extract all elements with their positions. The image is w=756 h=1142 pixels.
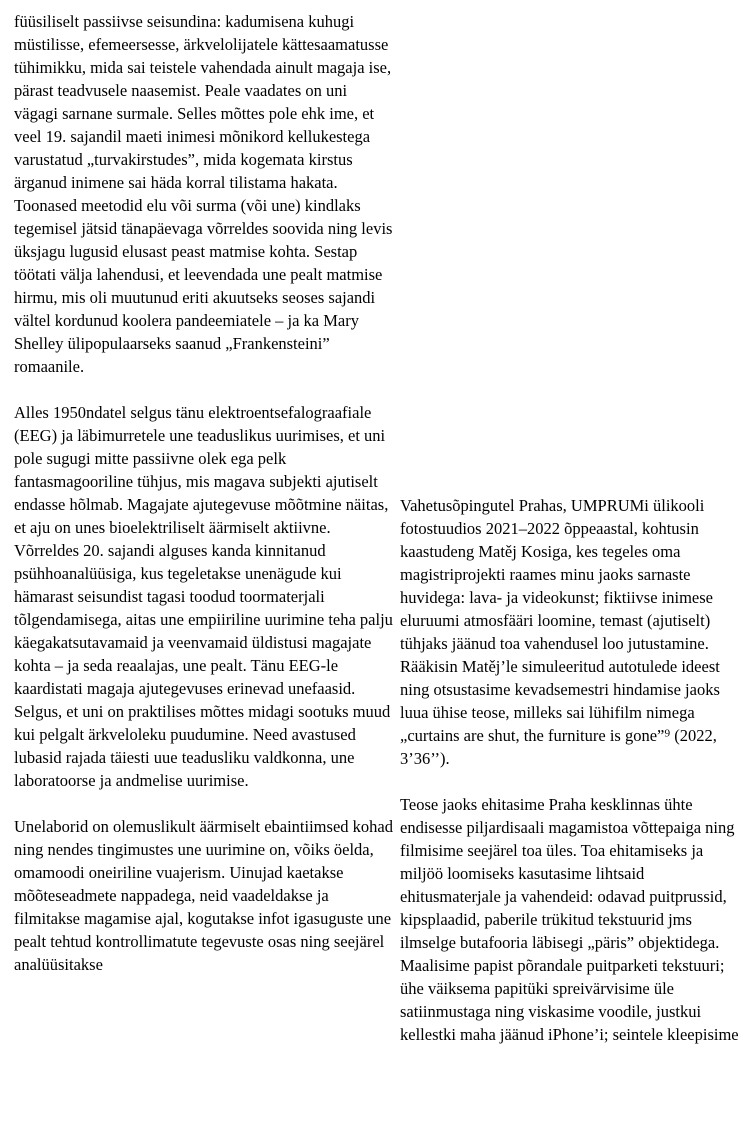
paragraph-sleep-labs: Unelaborid on olemuslikult äärmiselt ebaintiimsed kohad ning nendes tingimustes une uurimine on, võiks öelda, omamoodi oneiriline vuajerism. Uinujad kaetakse mõõteseadmete nappadega, neid vaadeldakse ja filmitakse magamise ajal, kogutakse infot igasuguste une pealt tehtud kontrollimatute tegevuste osas ning seejärel analüüsitakse xyxy=(14,817,393,974)
left-text-column xyxy=(14,10,394,976)
right-text-column xyxy=(400,494,741,1046)
paragraph-prague-exchange: Vahetusõpingutel Prahas, UMPRUMi ülikooli fotostuudios 2021–2022 õppeaastal, kohtusin kaastudeng Matěj Kosiga, kes tegeles oma magistriprojekti raames minu jaoks sarnaste huvidega: lava- ja videokunst; fiktiivse inimese eluruumi atmosfääri loomine, temast (ajutiselt) tühjaks jäänud toa vahendusel loo jutustamine. Rääkisin Matěj’le simuleeritud autotulede ideest ning otsustasime kevadsemestri hindamise jaoks luua ühise teose, milleks sai lühifilm nimega „curtains are shut, the furniture is gone”⁹ (2022, 3’36’’). xyxy=(400,496,720,768)
paragraph-sleep-as-death: füüsiliselt passiivse seisundina: kadumisena kuhugi müstilisse, efemeersesse, ärkvelolijatele kättesaamatusse tühimikku, mida sai teistele vahendada ainult magaja ise, pärast teadvusele naasemist. Peale vaadates on uni vägagi sarnane surmale. Selles mõttes pole ehk ime, et veel 19. sajandil maeti inimesi mõnikord kellukestega varustatud „turvakirstudes”, mida kogemata kirstus ärganud inimene sai häda korral tilistama hakata. Toonased meetodid elu või surma (või une) kindlaks tegemisel jätsid tänapäevaga võrreldes soovida ning levis üksjagu lugusid elusast peast matmise kohta. Sestap töötati välja lahendusi, et leevendada une pealt matmise hirmu, mis oli muutunud eriti akuutseks seoses sajandi vältel kordunud koolera pandeemiatele – ja ka Mary Shelley ülipopulaarseks saanud „Frankensteini” romaanile. xyxy=(14,12,393,376)
paragraph-film-set-building: Teose jaoks ehitasime Praha kesklinnas ühte endisesse piljardisaali magamistoa võttepaiga ning filmisime seejärel toa üles. Toa ehitamiseks ja miljöö loomiseks kasutasime lihtsaid ehitusmaterjale ja vahendeid: odavad puitprussid, kipsplaadid, paberile trükitud tekstuurid jms ilmselge butafooria läbisegi „päris” objektidega. Maalisime papist põrandale puitparketi tekstuuri; ühe väiksema papitüki spreivärvisime üle satiinmustaga ning viskasime voodile, justkui kellestki maha jäänud iPhone’i; seintele kleepisime xyxy=(400,795,739,1044)
paragraph-eeg-discovery: Alles 1950ndatel selgus tänu elektroentsefalograafiale (EEG) ja läbimurretele une teaduslikus uurimises, et uni pole sugugi mitte passiivne olek ega pelk fantasmagooriline tühjus, mis magava subjekti ajutiselt endasse hõlmab. Magajate ajutegevuse mõõtmine näitas, et aju on unes bioelektriliselt äärmiselt aktiivne. Võrreldes 20. sajandi alguses kanda kinnitanud psühhoanalüüsiga, kus tegeletakse unenägude kui hämarast seisundist tagasi toodud toormaterjali tõlgendamisega, aitas une empiiriline uurimine teha palju käegakatsutavamaid ja veenvamaid üldistusi magajate kohta – ja seda reaalajas, une pealt. Tänu EEG-le kaardistati magaja ajutegevuses erinevad unefaasid. Selgus, et uni on praktilises mõttes midagi sootuks muud kui pelgalt ärkveloleku puudumine. Need avastused lubasid rajada täiesti uue teadusliku valdkonna, une laboratoorse ja andmelise uurimise. xyxy=(14,403,393,790)
